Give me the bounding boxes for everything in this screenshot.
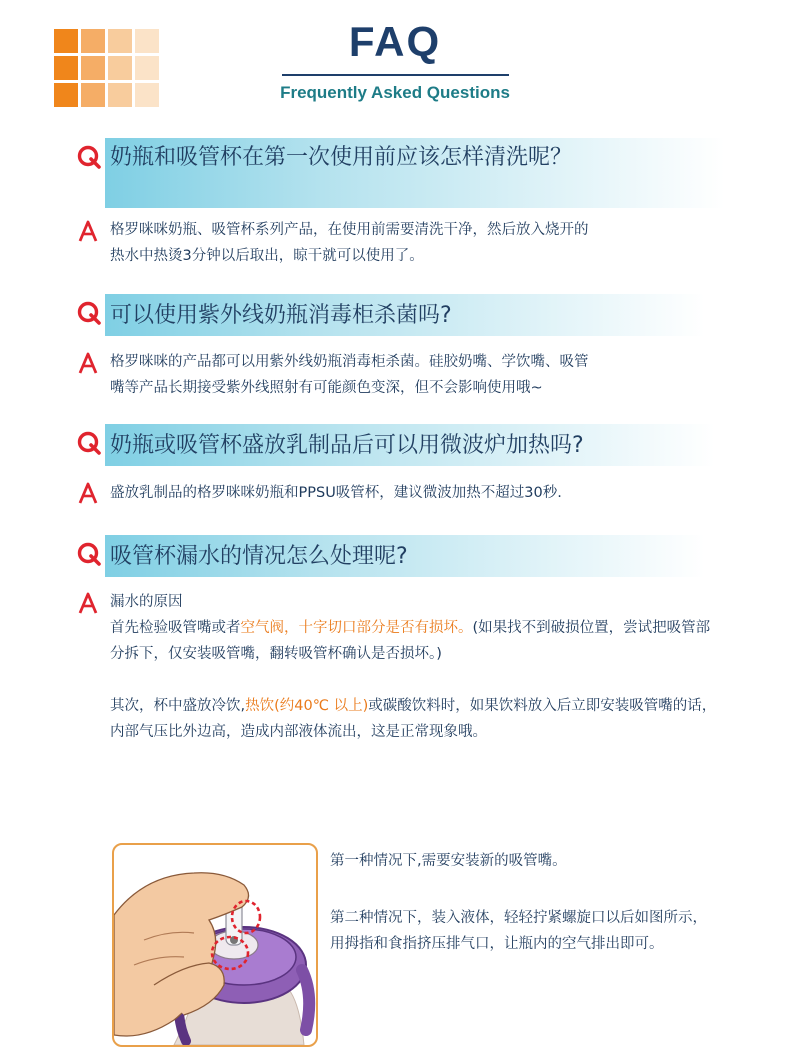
answer-line: 嘴等产品长期接受紫外线照射有可能颜色变深，但不会影响使用哦~	[110, 380, 543, 396]
caption-text: 第一种情况下,需要安装新的吸管嘴。	[330, 853, 567, 869]
answer-text	[110, 349, 720, 401]
answer-highlight: 热饮(约40℃ 以上)	[245, 698, 369, 714]
answer-paragraph	[110, 693, 720, 745]
answer-text	[110, 480, 720, 506]
illustration-graphic	[114, 845, 316, 1045]
question-text: 吸管杯漏水的情况怎么处理呢?	[110, 544, 408, 569]
page-subtitle: Frequently Asked Questions	[280, 83, 510, 102]
answer-highlight: 空气阀，十字切口部分是否有损坏。	[240, 620, 473, 636]
illustration-caption-2	[330, 905, 720, 957]
q-letter-icon	[76, 541, 102, 567]
question-text: 奶瓶和吸管杯在第一次使用前应该怎样清洗呢？	[110, 145, 573, 170]
page-title: FAQ	[348, 18, 442, 65]
answer-text-part: 首先检验吸管嘴或者	[110, 620, 241, 636]
answer-text-part: 或碳酸饮料时，如果饮料放入后立即安装吸管嘴的话，内部气压比外边高，造成内部液体流出，这是正常现象哦。	[110, 698, 717, 740]
answer-heading: 漏水的原因	[110, 594, 183, 610]
answer-line: 热水中热烫3分钟以后取出，晾干就可以使用了。	[110, 248, 424, 264]
answer-line: 格罗咪咪奶瓶、吸管杯系列产品，在使用前需要清洗干净，然后放入烧开的	[110, 222, 589, 238]
a-letter-icon	[78, 352, 98, 374]
illustration-caption-1	[330, 848, 720, 874]
title-divider	[282, 74, 509, 76]
answer-line: 格罗咪咪的产品都可以用紫外线奶瓶消毒柜杀菌。硅胶奶嘴、学饮嘴、吸管	[110, 354, 589, 370]
question-text: 奶瓶或吸管杯盛放乳制品后可以用微波炉加热吗?	[110, 433, 584, 458]
caption-text: 第二种情况下，装入液体，轻轻拧紧螺旋口以后如图所示，用拇指和食指挤压排气口，让瓶内的空气排出即可。	[330, 910, 707, 952]
q-letter-icon	[76, 300, 102, 326]
answer-text-part: (如果找不到破损位置，尝试把吸管部分拆下，仅安装吸管嘴，翻转吸管杯确认是否损坏。)	[110, 620, 711, 662]
answer-text-part: 其次，杯中盛放冷饮,	[110, 698, 246, 714]
answer-paragraph	[110, 615, 720, 667]
a-letter-icon	[78, 220, 98, 242]
q-letter-icon	[76, 144, 102, 170]
answer-text	[110, 589, 720, 745]
a-letter-icon	[78, 592, 98, 614]
q-letter-icon	[76, 430, 102, 456]
question-text: 可以使用紫外线奶瓶消毒柜杀菌吗?	[110, 303, 452, 328]
answer-text	[110, 217, 720, 269]
a-letter-icon	[78, 482, 98, 504]
hand-squeezing-straw-cup-illustration	[112, 843, 318, 1047]
answer-line: 盛放乳制品的格罗咪咪奶瓶和PPSU吸管杯，建议微波加热不超过30秒.	[110, 485, 562, 501]
